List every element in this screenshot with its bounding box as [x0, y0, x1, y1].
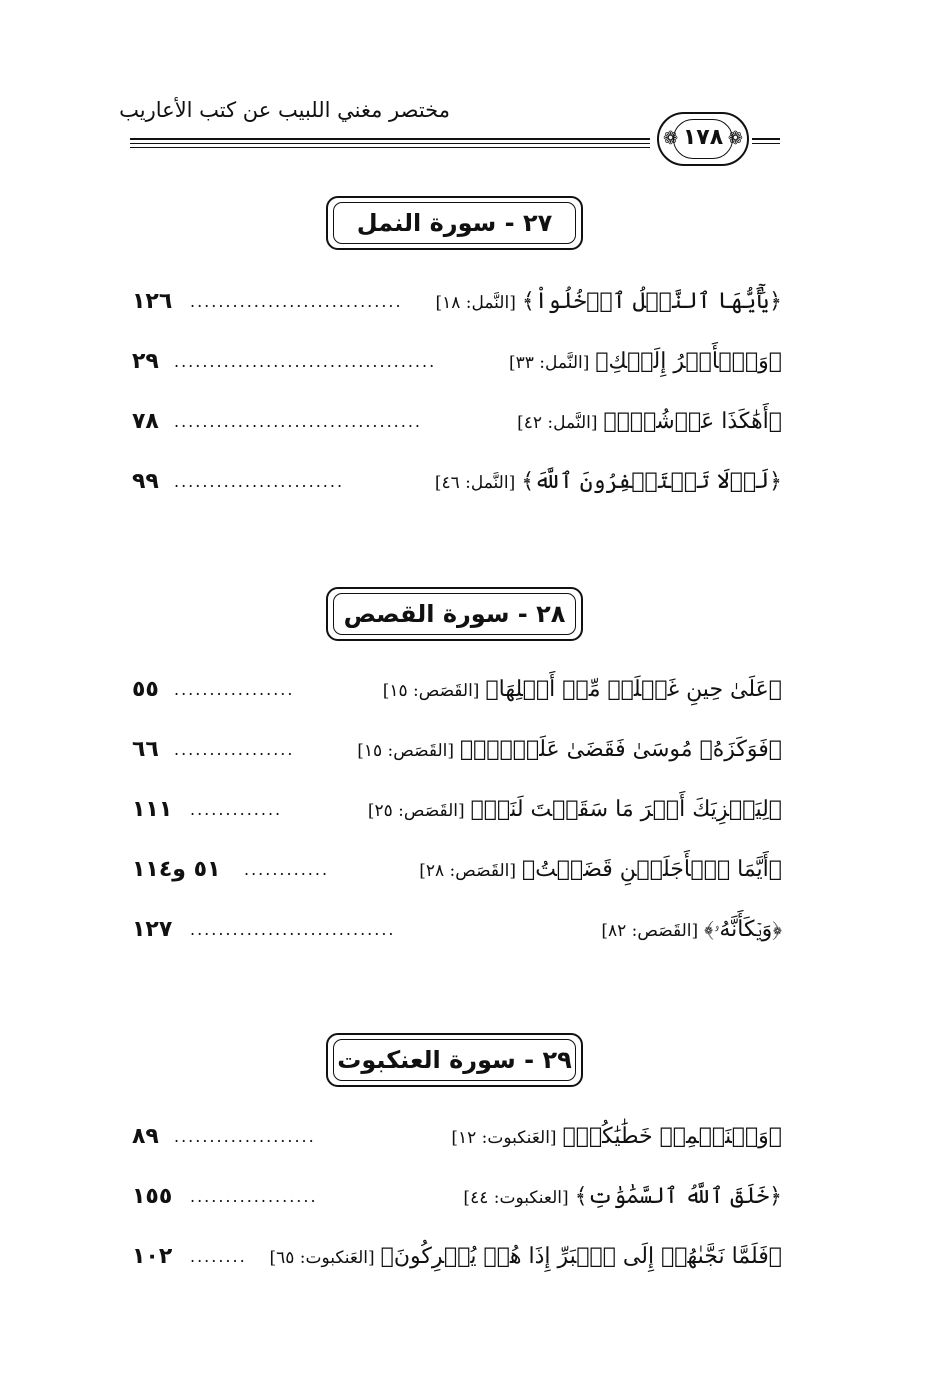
page-ref: ١٢٧	[132, 917, 173, 942]
ornament-icon: ❁	[663, 128, 679, 149]
header-rule	[130, 143, 650, 144]
page-ref: ٦٦	[132, 737, 159, 762]
verse-text: ﴿يَٰٓأَيُّهَا ٱلنَّمۡلُ ٱدۡخُلُواْ﴾	[521, 289, 782, 314]
surah-heading	[326, 587, 583, 641]
verse	[601, 910, 782, 951]
page-ref: ٧٨	[132, 409, 159, 434]
verse-reference: [القَصَص: ٨٢]	[601, 921, 699, 941]
index-entry	[132, 730, 782, 770]
verse-reference: [العَنكبوت: ١٢]	[451, 1128, 557, 1148]
page-header	[119, 92, 780, 162]
index-entry	[132, 790, 782, 830]
header-rule	[752, 138, 780, 140]
leader-dots: .................	[174, 680, 295, 699]
page-number: ١٧٨	[682, 125, 724, 150]
surah-heading	[326, 1033, 583, 1087]
index-entry	[132, 282, 782, 322]
verse-text: ﴿عَلَىٰ حِينِ غَفۡلَةٖ مِّنۡ أَهۡلِهَا﴾	[485, 677, 782, 702]
verse-text: ﴿فَوَكَزَهُۥ مُوسَىٰ فَقَضَىٰ عَلَيۡهِۖ﴾	[459, 737, 782, 762]
page-ref: ٢٩	[132, 349, 159, 374]
verse	[435, 462, 782, 503]
header-rule	[130, 138, 650, 140]
index-entry	[132, 910, 782, 950]
verse-reference: [النَّمل: ٤٦]	[434, 473, 516, 493]
verse-text: ﴿أَيَّمَا ٱلۡأَجَلَيۡنِ قَضَيۡتُ﴾	[522, 857, 782, 882]
verse-reference: [القَصَص: ٢٥]	[367, 801, 465, 821]
leader-dots: ........	[190, 1247, 247, 1266]
verse-text: ﴿لَوۡلَا تَسۡتَغۡفِرُونَ ٱللَّهَ﴾	[521, 469, 782, 494]
verse-text: ﴿فَلَمَّا نَجَّىٰهُمۡ إِلَى ٱلۡبَرِّ إِذَا هُمۡ يُشۡرِكُونَ﴾	[380, 1244, 782, 1269]
leader-dots: .................	[174, 740, 295, 759]
page-ref: ١٢٦	[132, 289, 173, 314]
page-ref: ٥١ و١١٤	[132, 857, 221, 882]
index-entry	[132, 342, 782, 382]
index-entry	[132, 1237, 782, 1277]
page-ref: ١٥٥	[132, 1184, 173, 1209]
verse	[451, 1117, 782, 1158]
verse	[269, 1237, 782, 1278]
page-ref: ١١١	[132, 797, 173, 822]
verse-text: ﴿وَيۡكَأَنَّهُۥ﴾	[704, 917, 782, 942]
index-entry	[132, 1177, 782, 1217]
index-entry	[132, 670, 782, 710]
verse	[383, 670, 782, 711]
verse	[357, 730, 782, 771]
verse-text: ﴿وَلۡنَحۡمِلۡ خَطَٰيَٰكُمۡ﴾	[562, 1124, 782, 1149]
header-rule	[130, 147, 650, 148]
leader-dots: ............	[244, 860, 330, 879]
page-ref: ٨٩	[132, 1124, 159, 1149]
verse-text: ﴿خَلَقَ ٱللَّهُ ٱلسَّمَٰوَٰتِ﴾	[574, 1184, 782, 1209]
ornament-icon: ❁	[727, 128, 743, 149]
index-entry	[132, 1117, 782, 1157]
verse-reference: [النَّمل: ٤٢]	[517, 413, 598, 433]
verse-reference: [النَّمل: ٣٣]	[508, 353, 590, 373]
leader-dots: ........................	[174, 472, 345, 491]
verse-reference: [العَنكبوت: ٦٥]	[269, 1248, 375, 1268]
surah-title: ٢٩ - سورة العنكبوت	[337, 1046, 572, 1074]
index-entry	[132, 462, 782, 502]
leader-dots: ..................	[190, 1187, 318, 1206]
verse-reference: [النَّمل: ١٨]	[435, 293, 516, 313]
index-entry	[132, 850, 782, 890]
verse-text: ﴿لِيَجۡزِيَكَ أَجۡرَ مَا سَقَيۡتَ لَنَاۚ﴾	[470, 797, 782, 822]
leader-dots: ....................	[174, 1127, 316, 1146]
verse-reference: [القَصَص: ٢٨]	[419, 861, 516, 881]
leader-dots: ...................................	[174, 412, 423, 431]
verse-text: ﴿أَهَٰكَذَا عَرۡشُكِۖ﴾	[603, 409, 782, 434]
surah-title: ٢٧ - سورة النمل	[356, 209, 553, 237]
verse-text: ﴿وَٱلۡأَمۡرُ إِلَيۡكِ﴾	[595, 349, 782, 374]
leader-dots: .............................	[190, 920, 396, 939]
surah-title: ٢٨ - سورة القصص	[343, 600, 566, 628]
page-ref: ٩٩	[132, 469, 159, 494]
leader-dots: .....................................	[174, 352, 437, 371]
header-rule	[752, 143, 780, 144]
verse-reference: [العنكبوت: ٤٤]	[463, 1188, 569, 1208]
verse-reference: [القَصَص: ١٥]	[382, 681, 480, 701]
surah-heading	[326, 196, 583, 250]
page-number-badge	[657, 112, 749, 166]
index-entry	[132, 402, 782, 442]
verse	[368, 790, 782, 831]
leader-dots: .............	[190, 800, 283, 819]
page-ref: ٥٥	[132, 677, 159, 702]
book-title: مختصر مغني اللبيب عن كتب الأعاريب	[119, 98, 450, 122]
page-ref: ١٠٢	[132, 1244, 173, 1269]
verse	[419, 850, 782, 891]
verse-reference: [القَصَص: ١٥]	[357, 741, 454, 761]
verse	[463, 1177, 782, 1218]
leader-dots: ..............................	[190, 292, 403, 311]
